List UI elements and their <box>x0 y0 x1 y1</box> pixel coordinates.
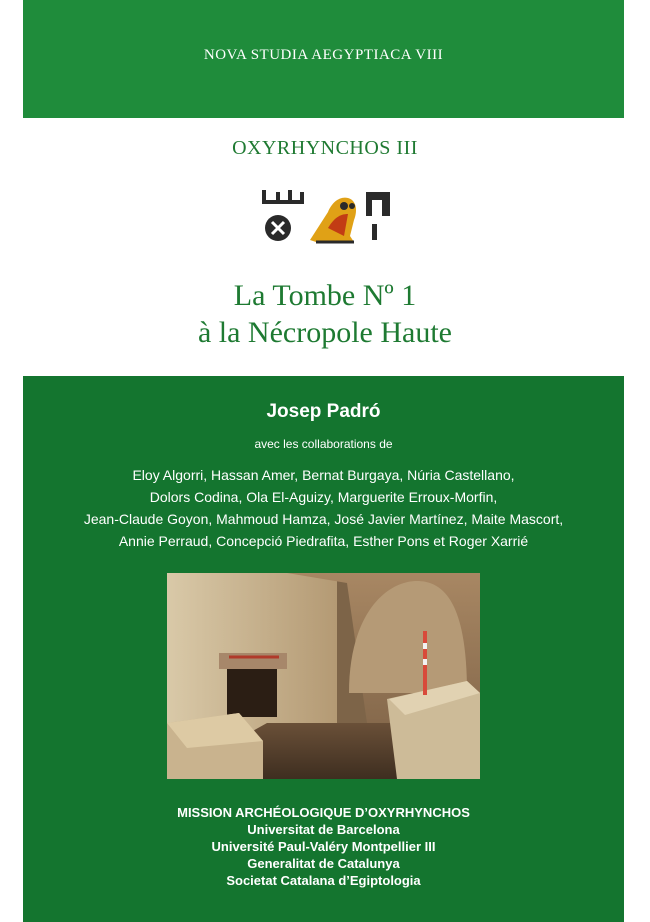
institution-line: Université Paul-Valéry Montpellier III <box>211 839 436 854</box>
collaborators-list <box>23 464 624 552</box>
series-title: NOVA STUDIA AEGYPTIACA VIII <box>203 47 444 63</box>
collaborators-line: Annie Perraud, Concepció Piedrafita, Esther Pons et Roger Xarrié <box>118 533 529 549</box>
hieroglyph-logo <box>258 184 394 246</box>
title-line-2: à la Nécropole Haute <box>197 316 453 349</box>
main-title <box>0 277 650 351</box>
title-line-1: La Tombe Nº 1 <box>233 279 417 312</box>
institutions-block <box>23 804 624 889</box>
volume-title: OXYRHYNCHOS III <box>232 137 418 159</box>
institution-line: Generalitat de Catalunya <box>247 856 400 871</box>
institution-line: Societat Catalana d’Egiptologia <box>226 873 421 888</box>
institution-line: Universitat de Barcelona <box>247 822 400 837</box>
mission-name: MISSION ARCHÉOLOGIQUE D’OXYRHYNCHOS <box>177 805 470 820</box>
collaboration-intro: avec les collaborations de <box>254 437 393 451</box>
collaborators-line: Jean-Claude Goyon, Mahmoud Hamza, José Javier Martínez, Maite Mascort, <box>83 511 564 527</box>
collaborators-line: Dolors Codina, Ola El-Aguizy, Marguerite Erroux-Morfin, <box>149 489 498 505</box>
author-name: Josep Padró <box>266 401 381 422</box>
collaborators-line: Eloy Algorri, Hassan Amer, Bernat Burgaya, Núria Castellano, <box>132 467 515 483</box>
info-panel <box>23 376 624 922</box>
series-band <box>23 0 624 118</box>
tomb-photo <box>167 573 480 779</box>
